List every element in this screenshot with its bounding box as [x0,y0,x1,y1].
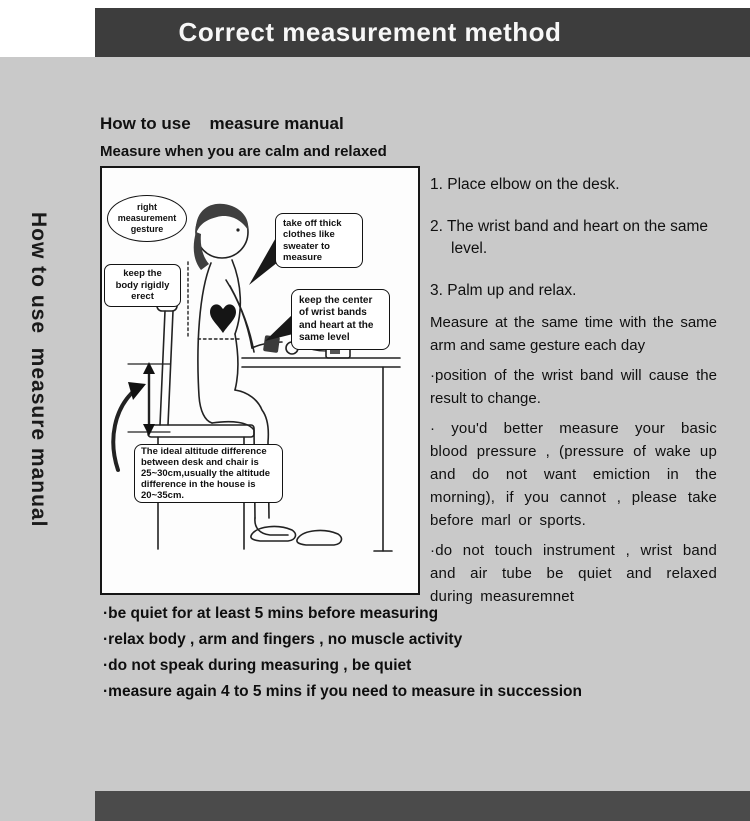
section-heading: How to use measure manual [100,114,344,133]
step-2: 2. The wrist band and heart on the same level. [430,218,709,257]
callout-keep-body-erect: keep the body rigidly erect [104,264,181,307]
figure-illustration [100,166,420,595]
note-relax-body: ·relax body , arm and fingers , no muscle activity [103,631,463,648]
footer-bar [95,791,750,821]
bubble-pointer-clothes [249,234,278,285]
bubble-pointer-wrist [265,314,293,341]
tip-band-position: ·position of the wrist band will cause the result to change. [430,367,717,407]
heart-icon [210,304,236,333]
sidebar-vertical-label: How to use measure manual [27,212,50,528]
bottom-notes [103,601,663,705]
tip-do-not-touch: ·do not touch instrument , wrist band and air tube be quiet and relaxed during measuremnet [430,542,717,605]
eye [236,228,239,231]
tip-same-time: Measure at the same time with the same arm and same gesture each day [430,314,717,354]
section-subheading: Measure when you are calm and relaxed [100,143,387,160]
instructions-column [430,174,717,615]
page-title: Correct measurement method [178,17,562,47]
callout-right-gesture: right measurement gesture [107,195,187,242]
slippers-drawing [251,527,342,545]
callout-wrist-heart-level: keep the center of wrist bands and heart at the same level [291,289,390,350]
header-strip [0,0,750,57]
tip-basic-pressure: · you'd better measure your basic blood pressure , (pressure of wake up and do not want emiction in the morning), if you cannot , please take before marl or sports. [430,420,717,529]
callout-altitude-difference: The ideal altitude difference between desk and chair is 25~30cm,usually the altitude difference in the house is 20~35cm. [134,444,283,503]
dotted-guides [188,262,240,339]
note-measure-again: ·measure again 4 to 5 mins if you need to measure in succession [103,683,582,700]
step-1: 1. Place elbow on the desk. [430,176,620,193]
note-quiet-before: ·be quiet for at least 5 mins before measuring [103,605,439,622]
note-no-speaking: ·do not speak during measuring , be quiet [103,657,412,674]
callout-take-off-clothes: take off thick clothes like sweater to measure [275,213,363,268]
step-3: 3. Palm up and relax. [430,282,577,299]
chair-drawing [148,301,254,549]
title-bar [95,8,750,57]
